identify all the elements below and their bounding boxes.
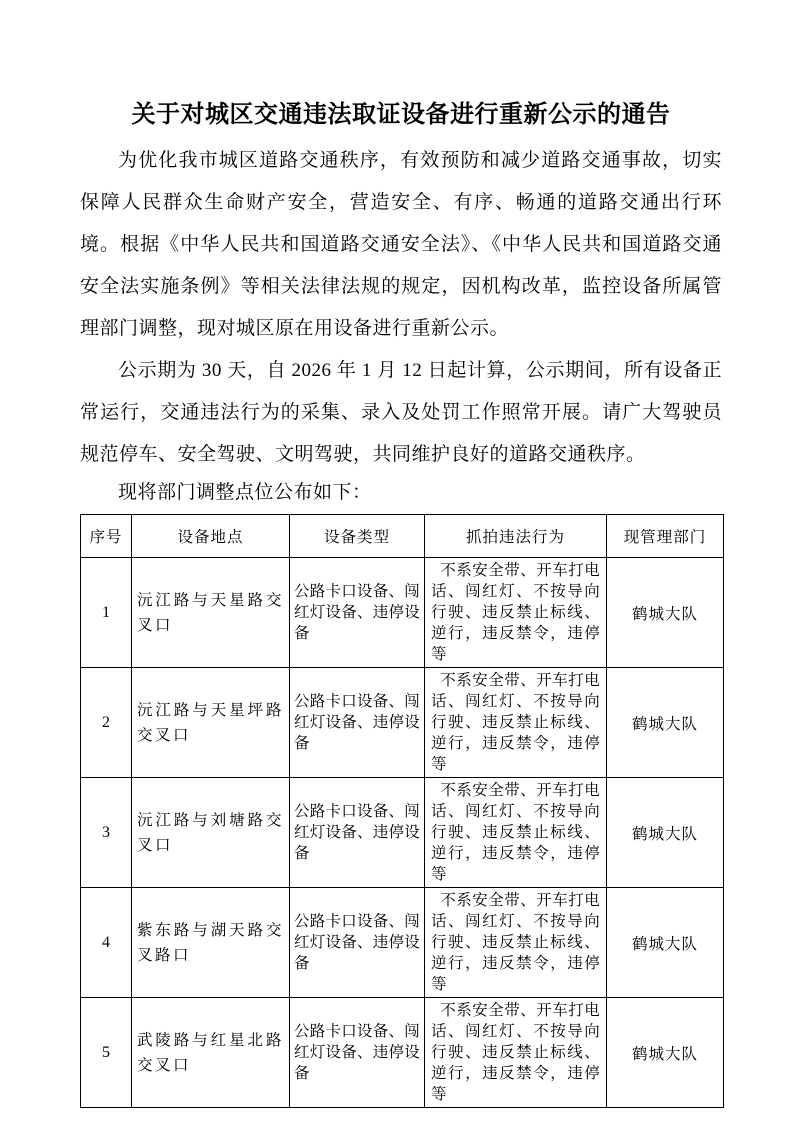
device-location-table xyxy=(80,514,724,1108)
cell-device-location: 沅江路与天星路交叉口 xyxy=(132,558,290,668)
cell-device-type: 公路卡口设备、闯红灯设备、违停设备 xyxy=(290,888,425,998)
cell-row-number: 4 xyxy=(81,888,132,998)
table-row xyxy=(81,888,724,998)
column-header-location: 设备地点 xyxy=(132,515,290,558)
cell-managing-department: 鹤城大队 xyxy=(607,888,724,998)
cell-managing-department: 鹤城大队 xyxy=(607,558,724,668)
cell-device-type: 公路卡口设备、闯红灯设备、违停设备 xyxy=(290,998,425,1108)
cell-managing-department: 鹤城大队 xyxy=(607,998,724,1108)
table-row xyxy=(81,668,724,778)
cell-row-number: 2 xyxy=(81,668,132,778)
cell-captured-violations: 不系安全带、开车打电话、闯红灯、不按导向行驶、违反禁止标线、逆行，违反禁令，违停等 xyxy=(425,888,607,998)
cell-device-type: 公路卡口设备、闯红灯设备、违停设备 xyxy=(290,668,425,778)
table-header-row xyxy=(81,515,724,558)
paragraph-notice-period: 公示期为 30 天，自 2026 年 1 月 12 日起计算，公示期间，所有设备正常运行，交通违法行为的采集、录入及处罚工作照常开展。请广大驾驶员规范停车、安全驾驶、文明驾驶，共同维护良好的道路交通秩序。 xyxy=(80,360,722,465)
cell-row-number: 3 xyxy=(81,778,132,888)
column-header-violations: 抓拍违法行为 xyxy=(425,515,607,558)
cell-captured-violations: 不系安全带、开车打电话、闯红灯、不按导向行驶、违反禁止标线、逆行，违反禁令，违停等 xyxy=(425,778,607,888)
table-row xyxy=(81,558,724,668)
table-row xyxy=(81,778,724,888)
column-header-department: 现管理部门 xyxy=(607,515,724,558)
cell-captured-violations: 不系安全带、开车打电话、闯红灯、不按导向行驶、违反禁止标线、逆行，违反禁令，违停等 xyxy=(425,998,607,1108)
cell-device-location: 紫东路与湖天路交叉路口 xyxy=(132,888,290,998)
cell-device-location: 沅江路与刘塘路交叉口 xyxy=(132,778,290,888)
cell-row-number: 1 xyxy=(81,558,132,668)
cell-device-type: 公路卡口设备、闯红灯设备、违停设备 xyxy=(290,558,425,668)
page-title: 关于对城区交通违法取证设备进行重新公示的通告 xyxy=(131,101,671,128)
table-row xyxy=(81,998,724,1108)
paragraph-intro: 为优化我市城区道路交通秩序，有效预防和减少道路交通事故，切实保障人民群众生命财产安全，营造安全、有序、畅通的道路交通出行环境。根据《中华人民共和国道路交通安全法》、《中华人民共和国道路交通安全法实施条例》等相关法律法规的规定，因机构改革，监控设备所属管理部门调整，现对城区原在用设备进行重新公示。 xyxy=(80,150,722,339)
cell-device-type: 公路卡口设备、闯红灯设备、违停设备 xyxy=(290,778,425,888)
column-header-no: 序号 xyxy=(81,515,132,558)
cell-device-location: 沅江路与天星坪路交叉口 xyxy=(132,668,290,778)
cell-managing-department: 鹤城大队 xyxy=(607,668,724,778)
column-header-type: 设备类型 xyxy=(290,515,425,558)
document-body xyxy=(80,140,722,1108)
paragraph-table-lead-in: 现将部门调整点位公布如下： xyxy=(118,482,372,503)
cell-captured-violations: 不系安全带、开车打电话、闯红灯、不按导向行驶、违反禁止标线、逆行，违反禁令，违停等 xyxy=(425,558,607,668)
cell-captured-violations: 不系安全带、开车打电话、闯红灯、不按导向行驶、违反禁止标线、逆行，违反禁令，违停等 xyxy=(425,668,607,778)
cell-managing-department: 鹤城大队 xyxy=(607,778,724,888)
cell-device-location: 武陵路与红星北路交叉口 xyxy=(132,998,290,1108)
table-body xyxy=(81,558,724,1108)
cell-row-number: 5 xyxy=(81,998,132,1108)
